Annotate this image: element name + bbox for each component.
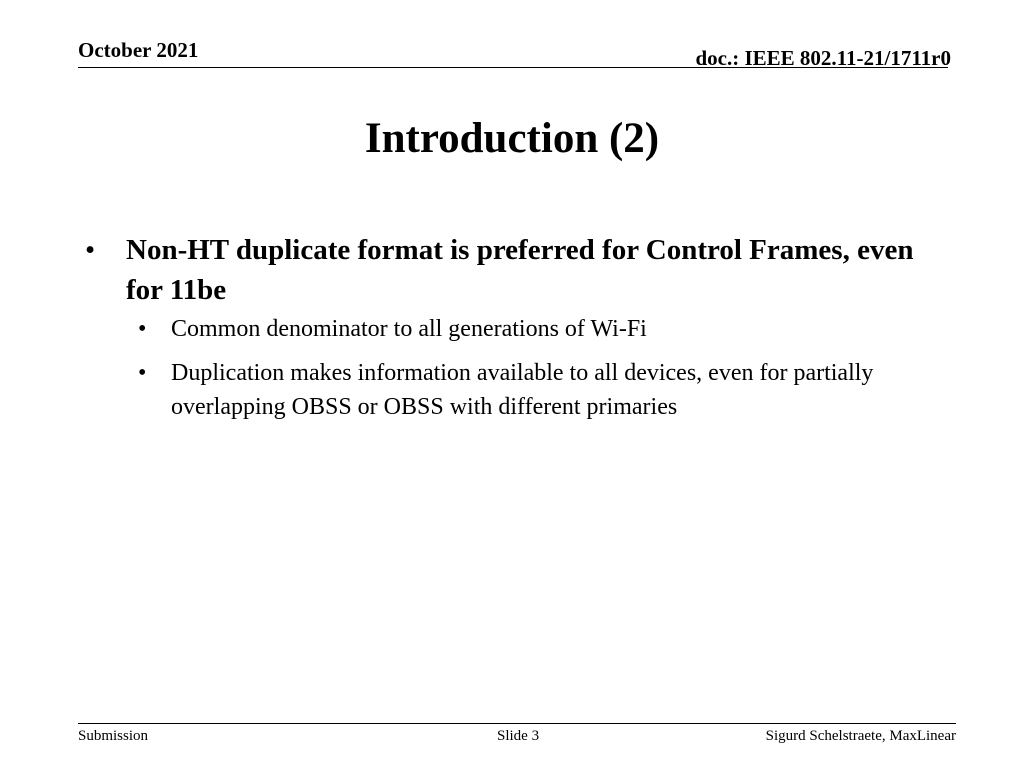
sub-bullet-list — [85, 312, 945, 424]
sub-bullet-text: Duplication makes information available to all devices, even for partially overlapping OBSS or OBSS with different primaries — [171, 360, 874, 420]
bullet-text: Non-HT duplicate format is preferred for Control Frames, even for 11be — [126, 234, 914, 306]
sub-bullet-icon: • — [138, 316, 147, 342]
footer-author: Sigurd Schelstraete, MaxLinear — [765, 728, 956, 744]
bullet-item — [85, 230, 945, 310]
header-date: October 2021 — [78, 38, 199, 62]
sub-bullet-item — [126, 356, 945, 424]
footer-divider — [78, 723, 956, 724]
footer-submission: Submission — [78, 728, 149, 744]
slide-body — [85, 230, 945, 434]
sub-bullet-text: Common denominator to all generations of Wi-Fi — [171, 316, 647, 342]
bullet-icon: • — [85, 234, 96, 266]
slide-title: Introduction (2) — [364, 115, 660, 162]
slide-number: Slide 3 — [497, 728, 540, 744]
sub-bullet-item — [126, 312, 945, 346]
sub-bullet-icon: • — [138, 360, 147, 386]
header-divider — [78, 67, 948, 68]
document-id: doc.: IEEE 802.11-21/1711r0 — [695, 46, 951, 70]
